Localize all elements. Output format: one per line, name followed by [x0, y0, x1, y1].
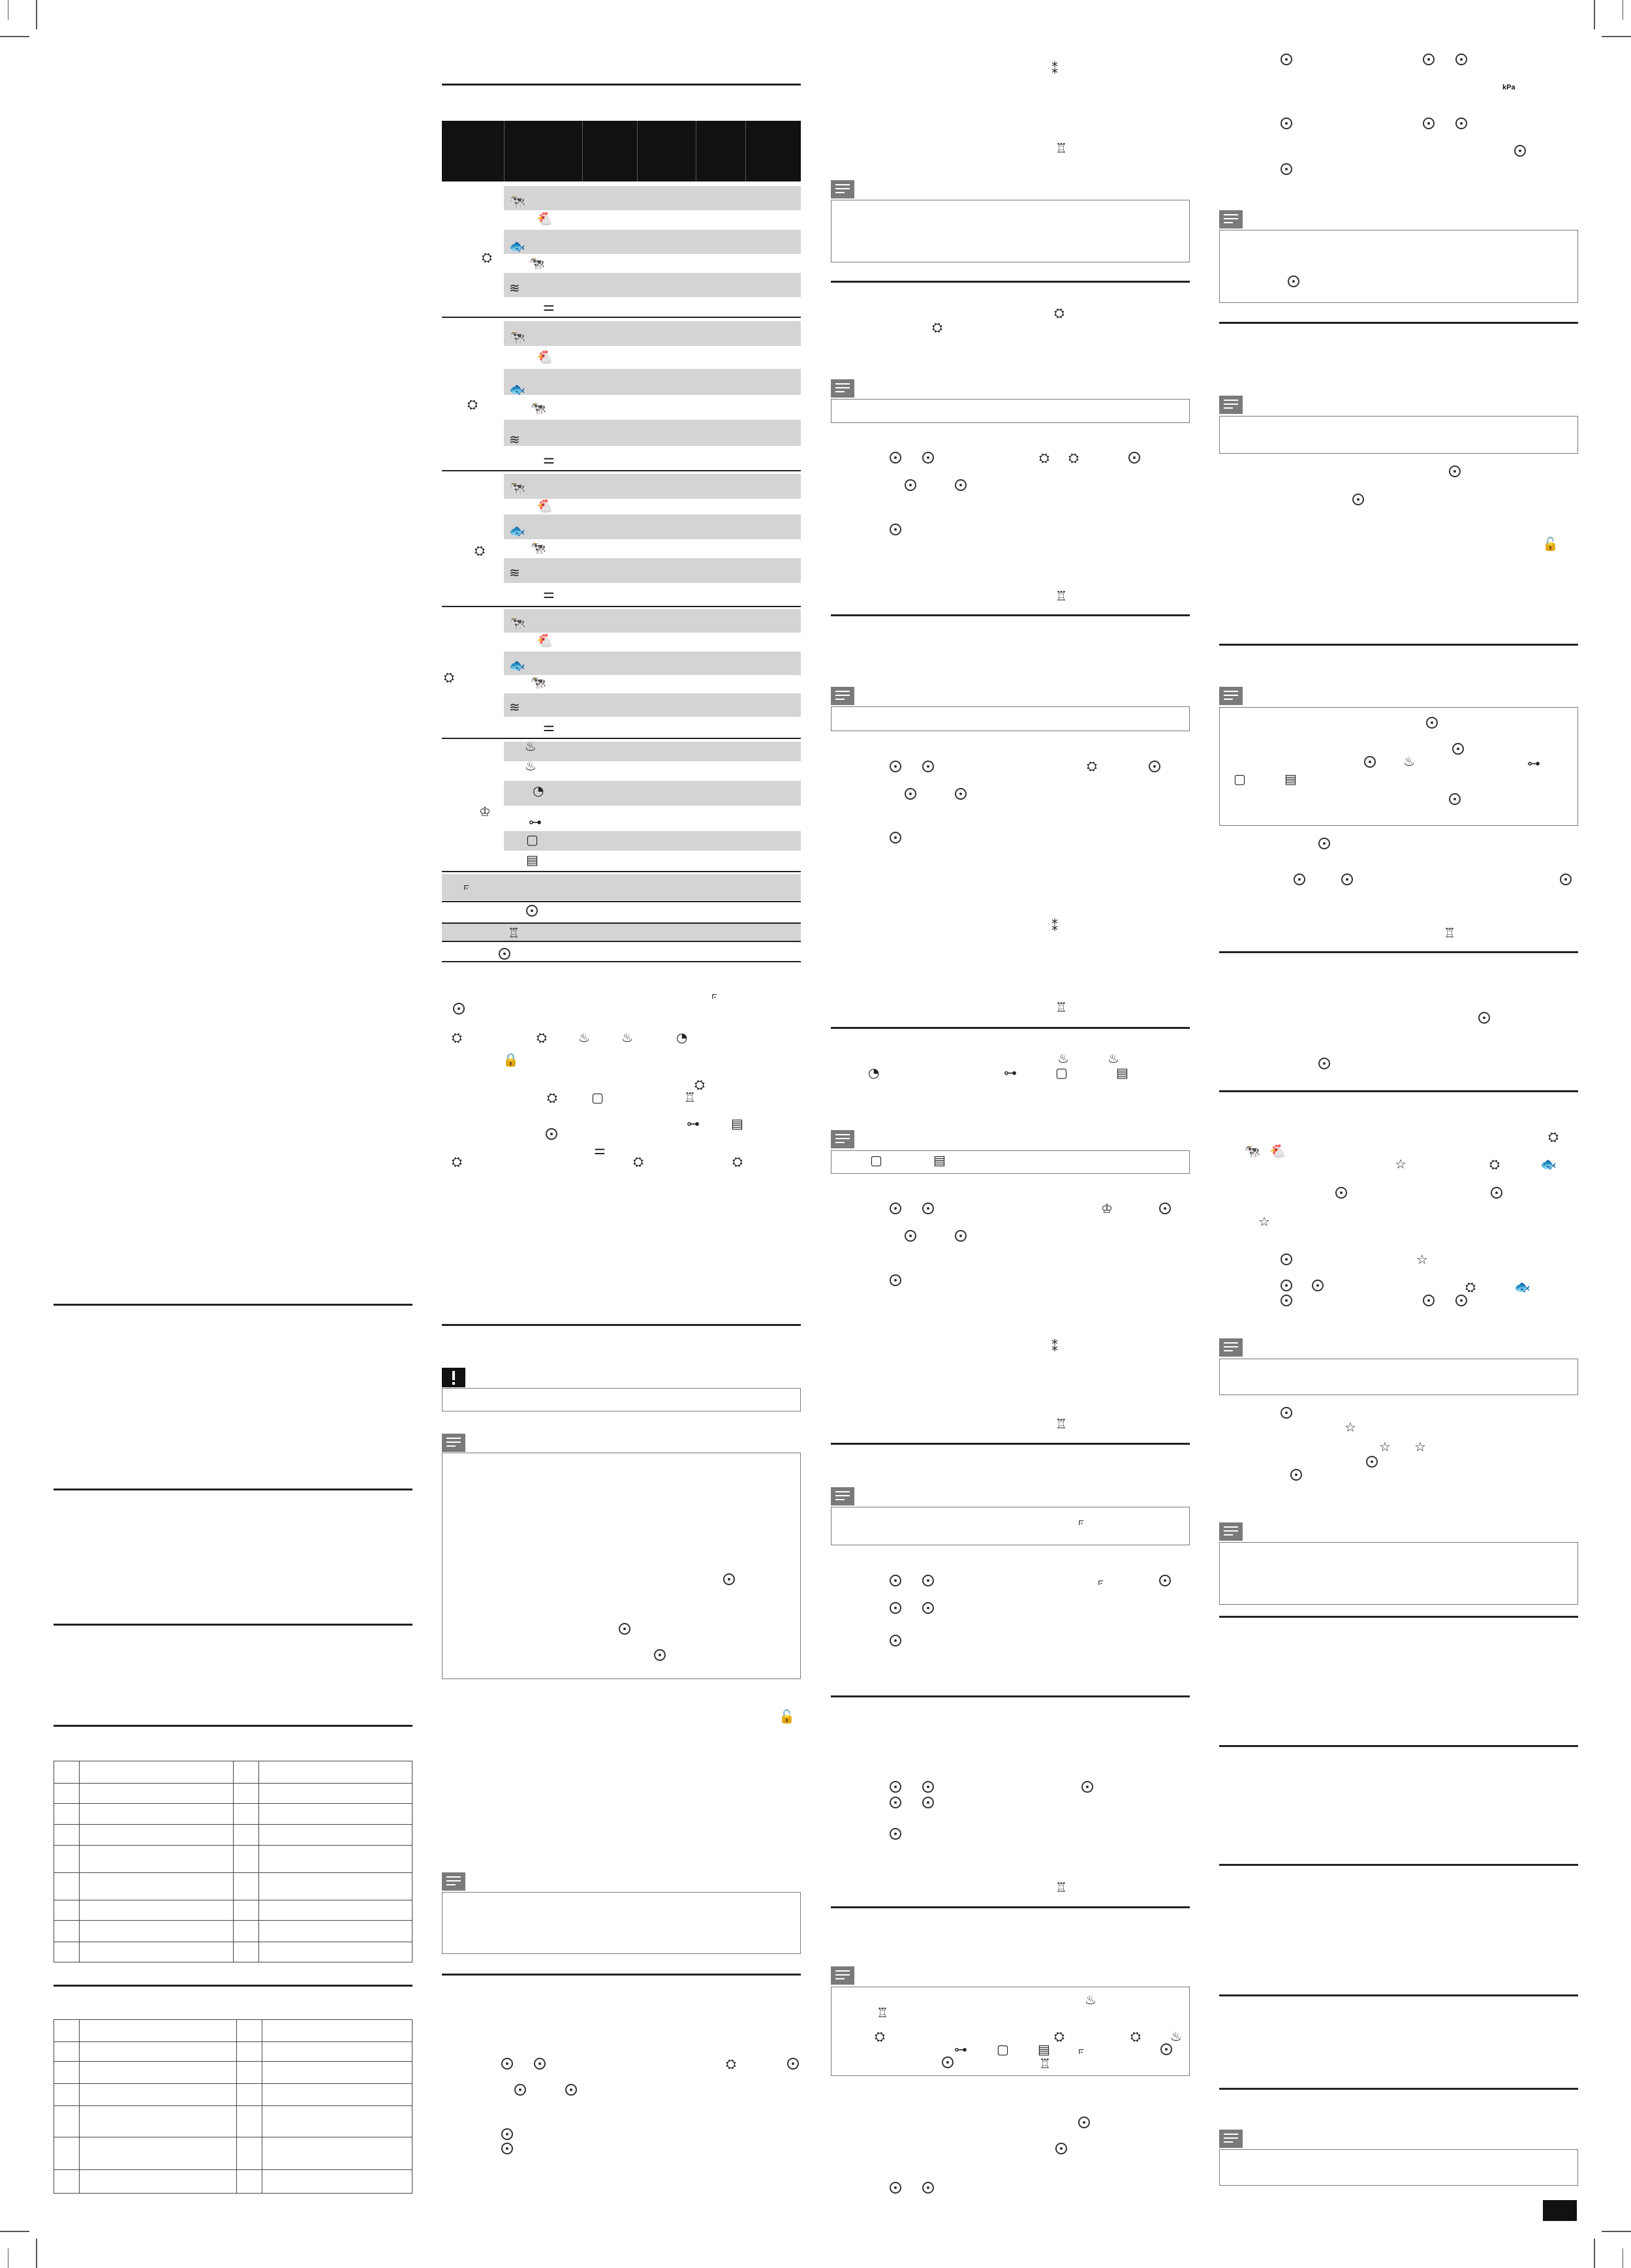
table-row-shaded	[504, 558, 801, 583]
timer-icon	[1514, 145, 1526, 157]
reheat-icon	[1160, 2043, 1172, 2055]
chicken-icon: 🐔	[536, 633, 553, 648]
confirm-icon	[1159, 1575, 1171, 1586]
favorite-button-icon	[1366, 1456, 1378, 1468]
saute-icon: ⛭	[536, 1030, 547, 1045]
fish-icon: 🐟	[1540, 1156, 1557, 1172]
confirm-icon	[890, 1274, 901, 1286]
table-header-divider	[504, 121, 505, 181]
timer-icon	[942, 2056, 954, 2068]
up-button-icon	[905, 788, 916, 800]
up-button-icon	[890, 761, 901, 772]
saute-pan-icon: ⟔	[1078, 2041, 1085, 2057]
section-rule	[1219, 322, 1578, 324]
down-button-icon	[1455, 118, 1467, 129]
note-box	[1219, 2149, 1578, 2186]
section-rule	[1219, 951, 1578, 953]
crop-mark	[1594, 0, 1595, 29]
pressure-cook-icon: ⛭	[452, 1030, 462, 1045]
keep-warm-icon: ♖	[1055, 1416, 1067, 1432]
page-number-box	[1543, 2200, 1577, 2221]
down-button-icon	[922, 2182, 934, 2194]
section-rule	[1219, 644, 1578, 646]
note-lines-icon	[831, 379, 854, 398]
confirm-icon	[1560, 874, 1572, 885]
crop-mark	[1594, 2239, 1595, 2268]
timer-icon	[526, 905, 538, 917]
table-row-shaded	[504, 742, 801, 761]
confirm-icon	[1159, 1203, 1171, 1214]
up-button-icon	[890, 1203, 901, 1214]
saute-icon: ⛭	[1130, 2028, 1141, 2044]
up-button-icon	[890, 1602, 901, 1614]
pressure-cook-icon: ⛭	[1465, 1279, 1476, 1295]
slow-cook-icon: ⛭	[1039, 450, 1049, 465]
table-row-shaded	[504, 831, 801, 851]
crop-mark	[36, 2239, 37, 2268]
bone-icon: ⊶	[1527, 755, 1540, 771]
confirm-icon	[787, 2058, 799, 2070]
pressure-cook-icon: ⛭	[482, 249, 492, 265]
section-rule	[54, 1725, 412, 1727]
kpa-icon: ⁑	[1051, 61, 1058, 77]
keep-warm-icon: ♖	[1055, 140, 1067, 156]
table-row-shaded	[504, 369, 801, 395]
lock-icon: 🔒	[503, 1052, 519, 1067]
slow-cook-icon: ⛭	[1489, 1156, 1500, 1172]
crop-mark	[36, 0, 37, 29]
keep-warm-icon: ♖	[1055, 1000, 1067, 1015]
sliders-icon: ⚌	[594, 1142, 606, 1158]
up-button-icon	[501, 2058, 513, 2070]
slow-cook-icon: ⛭	[452, 1154, 462, 1169]
section-rule	[831, 1027, 1190, 1029]
down-button-icon	[955, 479, 967, 491]
cow-icon: 🐄	[509, 329, 525, 345]
sliders-icon: ⚌	[543, 451, 555, 467]
soup-icon: ♨	[578, 1030, 590, 1045]
down-button-icon	[534, 2058, 546, 2070]
keep-warm-icon: ♖	[684, 1090, 696, 1105]
note-lines-icon	[1219, 1338, 1243, 1357]
down-button-icon	[565, 2084, 577, 2096]
beans-icon: ≋	[509, 432, 520, 447]
slow-cook-icon: ⛭	[1054, 305, 1064, 321]
up-button-icon	[890, 2182, 901, 2194]
star-icon: ☆	[1414, 1439, 1426, 1455]
note-lines-icon	[831, 180, 854, 198]
table-row-shaded	[504, 514, 801, 539]
confirm-icon	[1078, 2117, 1090, 2128]
section-rule	[831, 281, 1190, 283]
keep-warm-button-icon	[1318, 838, 1330, 849]
pressure-cook-icon: ⛭	[875, 2028, 885, 2044]
note-box	[831, 1150, 1190, 1174]
egg-icon: ◔	[868, 1065, 880, 1080]
saute-pan-icon: ⟔	[463, 877, 470, 893]
table-row-shaded	[504, 609, 801, 633]
fish-icon: 🐟	[509, 657, 525, 673]
favorite-button-icon	[1491, 1187, 1502, 1199]
crop-mark	[1602, 2231, 1631, 2232]
table-header-divider	[745, 121, 746, 181]
section-rule	[54, 1488, 412, 1490]
confirm-icon	[1281, 163, 1292, 175]
confirm-icon	[1281, 1295, 1292, 1306]
parts-table-1	[54, 1761, 412, 1962]
table-row-shaded	[504, 781, 801, 806]
saute-pan-icon: ⟔	[1098, 1573, 1104, 1588]
timer-icon	[546, 1128, 557, 1140]
section-rule	[831, 614, 1190, 616]
steam-icon: ⛭	[547, 1090, 557, 1105]
down-button-icon	[922, 1781, 934, 1793]
section-rule	[1219, 1745, 1578, 1747]
table-row-divider	[442, 901, 801, 902]
soup-icon: ♨	[525, 738, 536, 754]
unlock-icon: 🔓	[779, 1709, 795, 1724]
release-icon	[1449, 465, 1461, 477]
clock-icon	[1055, 2143, 1067, 2154]
section-rule	[831, 1906, 1190, 1908]
up-button-icon	[890, 452, 901, 464]
table-row-shaded	[504, 230, 801, 254]
beans-icon: ≋	[509, 565, 520, 580]
keep-warm-icon: ♖	[1055, 588, 1067, 604]
star-icon: ☆	[1379, 1439, 1391, 1455]
keep-warm-button-icon	[1452, 743, 1464, 755]
bone-icon: ⊶	[954, 2041, 967, 2057]
confirm-icon	[1281, 54, 1292, 65]
note-box	[442, 1892, 801, 1954]
down-button-icon	[922, 761, 934, 772]
section-rule	[1219, 1864, 1578, 1866]
slow-cook-icon: ⛭	[467, 396, 478, 412]
note-box	[1219, 416, 1578, 454]
menu-icon	[501, 2128, 513, 2140]
up-button-icon	[1423, 118, 1435, 129]
sliders-icon: ⚌	[543, 586, 555, 601]
note-lines-icon	[1219, 687, 1243, 705]
down-button-icon	[1312, 1280, 1324, 1291]
confirm-icon	[1290, 1469, 1302, 1481]
table-row-shaded	[442, 924, 801, 941]
cake-icon: ▤	[1284, 771, 1297, 787]
table-row-shaded	[504, 652, 801, 675]
table-row-divider	[442, 961, 801, 962]
note-lines-icon	[1219, 2130, 1243, 2148]
down-button-icon	[922, 1203, 934, 1214]
slow-cook-icon: ⛭	[932, 319, 942, 335]
section-rule	[1219, 1616, 1578, 1618]
table-header	[442, 121, 801, 181]
cancel-icon	[619, 1623, 630, 1635]
confirm-icon	[1281, 118, 1292, 129]
table-row-shaded	[504, 420, 801, 446]
pressure-cook-icon: ⛭	[1548, 1129, 1559, 1144]
note-box	[831, 200, 1190, 262]
favorite-button-icon	[1335, 1187, 1347, 1199]
note-lines-icon	[442, 1434, 465, 1452]
favorite-button-icon	[1281, 1253, 1292, 1265]
saute-pan-icon: ⟔	[1078, 1513, 1085, 1528]
cake-icon: ▤	[933, 1152, 946, 1168]
confirm-icon	[1149, 761, 1160, 772]
down-button-icon	[922, 1575, 934, 1586]
chicken-icon: 🐔	[536, 349, 553, 365]
up-button-icon	[905, 479, 916, 491]
unlock-icon: 🔓	[1542, 536, 1559, 552]
cow-icon: 🐄	[1244, 1143, 1260, 1159]
porridge-icon: ♨	[1108, 1050, 1119, 1066]
cow-icon: 🐄	[509, 480, 525, 496]
note-box	[831, 1507, 1190, 1545]
cancel-icon	[1449, 793, 1461, 805]
kpa-icon: ⁑	[1051, 919, 1058, 934]
section-rule	[442, 1974, 801, 1976]
cancel-icon	[654, 1649, 666, 1661]
down-button-icon	[1341, 874, 1353, 885]
star-icon: ☆	[1395, 1156, 1406, 1172]
note-box	[1219, 1359, 1578, 1395]
table-row-shaded	[504, 474, 801, 499]
confirm-icon	[890, 524, 901, 535]
cancel-icon	[723, 1573, 735, 1585]
parts-table-2	[54, 2019, 412, 2194]
egg-icon: ◔	[676, 1030, 688, 1045]
cake-icon: ▤	[526, 852, 538, 868]
pressure-cook-icon: ⛭	[726, 2056, 736, 2071]
beans-icon: ≋	[509, 699, 520, 715]
yogurt-icon: ▢	[870, 1152, 882, 1168]
section-rule	[54, 1304, 412, 1306]
warning-header	[442, 1368, 465, 1387]
keep-warm-button-icon	[1426, 717, 1438, 729]
chef-hat-icon: ♔	[479, 804, 491, 819]
up-button-icon	[1423, 1295, 1435, 1306]
down-button-icon	[1455, 1295, 1467, 1306]
fish-icon: 🐟	[509, 523, 525, 539]
table-group-divider	[442, 606, 801, 607]
up-button-icon	[890, 1781, 901, 1793]
up-button-icon	[890, 1575, 901, 1586]
note-lines-icon	[1219, 396, 1243, 414]
note-box	[831, 706, 1190, 731]
confirm-icon	[1478, 1012, 1490, 1024]
keep-warm-icon: ♖	[1039, 2056, 1051, 2071]
note-box	[1219, 707, 1578, 826]
table-group-divider	[442, 317, 801, 318]
saute-icon: ⛭	[732, 1154, 743, 1169]
table-row-shaded	[442, 874, 801, 900]
crop-mark	[1602, 36, 1631, 37]
confirm-icon	[1281, 1407, 1292, 1419]
down-button-icon	[922, 1602, 934, 1614]
table-header-divider	[582, 121, 583, 181]
section-rule	[54, 1985, 412, 1987]
cow-icon: 🐄	[529, 255, 545, 271]
down-button-icon	[955, 788, 967, 800]
confirm-icon	[501, 2143, 513, 2154]
beans-icon: ≋	[509, 280, 520, 296]
table-row-shaded	[504, 273, 801, 297]
soup-icon: ♨	[1057, 1050, 1069, 1066]
release-icon	[1352, 494, 1364, 505]
note-lines-icon	[442, 1872, 465, 1891]
confirm-icon	[890, 832, 901, 843]
section-rule	[1219, 2088, 1578, 2090]
cancel-icon	[1288, 276, 1299, 287]
soup-icon: ♨	[1403, 753, 1415, 769]
cow-icon: 🐄	[509, 615, 525, 631]
kpa-icon: ⁑	[1051, 1339, 1058, 1355]
up-button-icon	[514, 2084, 526, 2096]
down-button-icon	[922, 452, 934, 464]
kpa-icon: kPa	[1502, 84, 1515, 91]
note-lines-icon	[1219, 210, 1243, 228]
note-lines-icon	[831, 687, 854, 705]
bone-icon: ⊶	[1004, 1065, 1017, 1080]
section-rule	[442, 1324, 801, 1326]
slow-cook-icon: ⛭	[1068, 450, 1079, 465]
down-button-icon	[955, 1230, 967, 1242]
cow-icon: 🐄	[509, 193, 525, 209]
keep-warm-icon: ♖	[508, 925, 520, 941]
up-button-icon	[890, 1797, 901, 1808]
keep-warm-icon: ♖	[877, 2005, 888, 2021]
chicken-icon: 🐔	[1269, 1143, 1286, 1159]
star-icon: ☆	[1258, 1214, 1270, 1229]
reheat-icon	[499, 948, 510, 960]
table-row-divider	[442, 941, 801, 942]
confirm-icon	[1128, 452, 1140, 464]
steam-icon: ⛭	[633, 1154, 644, 1169]
porridge-icon: ♨	[621, 1030, 633, 1045]
confirm-icon	[1318, 1058, 1330, 1069]
slow-cook-icon: ⛭	[1054, 2028, 1064, 2044]
cake-icon: ▤	[1038, 2041, 1050, 2057]
timer-icon	[1364, 756, 1376, 768]
cow-icon: 🐄	[530, 674, 546, 690]
table-row-shaded	[504, 321, 801, 346]
steam-icon: ⛭	[474, 543, 485, 558]
fish-icon: 🐟	[509, 381, 525, 397]
note-box	[442, 1453, 801, 1679]
bone-icon: ⊶	[687, 1116, 700, 1131]
egg-icon: ◔	[533, 783, 544, 798]
sliders-icon: ⚌	[543, 298, 555, 314]
down-button-icon	[1455, 54, 1467, 65]
down-button-icon	[922, 1797, 934, 1808]
section-rule	[831, 1443, 1190, 1445]
sliders-icon: ⚌	[543, 719, 555, 734]
section-rule	[831, 1695, 1190, 1697]
table-row-shaded	[504, 693, 801, 717]
yogurt-icon: ▢	[1055, 1065, 1068, 1080]
star-icon: ☆	[1416, 1252, 1428, 1267]
table-group-divider	[442, 738, 801, 739]
bone-icon: ⊶	[529, 814, 542, 830]
up-button-icon	[905, 1230, 916, 1242]
timer-icon	[1081, 1781, 1093, 1793]
table-header-divider	[637, 121, 638, 181]
yogurt-icon: ▢	[591, 1090, 604, 1105]
keep-warm-icon: ♖	[1055, 1880, 1067, 1895]
cake-icon: ▤	[731, 1116, 743, 1131]
yogurt-icon: ▢	[1234, 771, 1246, 787]
up-button-icon	[1294, 874, 1305, 885]
porridge-icon: ♨	[525, 758, 536, 774]
confirm-icon	[890, 1828, 901, 1840]
section-rule	[1219, 1994, 1578, 1996]
reheat-icon	[453, 1003, 465, 1015]
warning-box	[442, 1388, 801, 1411]
keep-warm-icon: ♖	[1444, 925, 1455, 941]
saute-pan-icon: ⟔	[711, 986, 718, 1002]
note-lines-icon	[831, 1130, 854, 1148]
section-rule	[54, 1624, 412, 1626]
star-icon: ☆	[1344, 1419, 1356, 1435]
note-box	[1219, 1542, 1578, 1605]
section-rule	[1219, 1090, 1578, 1092]
fish-icon: 🐟	[509, 238, 525, 254]
yogurt-icon: ▢	[997, 2041, 1009, 2057]
fish-icon: 🐟	[1514, 1279, 1530, 1295]
section-rule	[442, 84, 801, 86]
crop-mark	[0, 2231, 29, 2232]
note-box	[1219, 230, 1578, 303]
up-button-icon	[1281, 1280, 1292, 1291]
soup-icon: ♨	[1170, 2028, 1182, 2044]
cow-icon: 🐄	[530, 540, 546, 556]
up-button-icon	[1423, 54, 1435, 65]
note-box	[831, 399, 1190, 423]
saute-icon: ⛭	[444, 669, 454, 685]
table-group-divider	[442, 470, 801, 471]
cake-icon: ▤	[1116, 1065, 1128, 1080]
yogurt-icon: ▢	[526, 832, 538, 847]
soup-icon: ♨	[1085, 1992, 1096, 2008]
steam-icon: ⛭	[1087, 758, 1097, 774]
note-lines-icon	[831, 1487, 854, 1505]
confirm-icon	[890, 1635, 901, 1646]
crop-mark	[0, 36, 29, 37]
note-lines-icon	[831, 1966, 854, 1985]
note-lines-icon	[1219, 1522, 1243, 1541]
steam-icon: ⛭	[694, 1077, 705, 1092]
chicken-icon: 🐔	[536, 211, 553, 227]
table-group-divider	[442, 871, 801, 872]
chicken-icon: 🐔	[536, 498, 553, 514]
chef-hat-icon: ♔	[1101, 1201, 1113, 1216]
table-row-shaded	[504, 186, 801, 210]
cow-icon: 🐄	[530, 400, 546, 416]
